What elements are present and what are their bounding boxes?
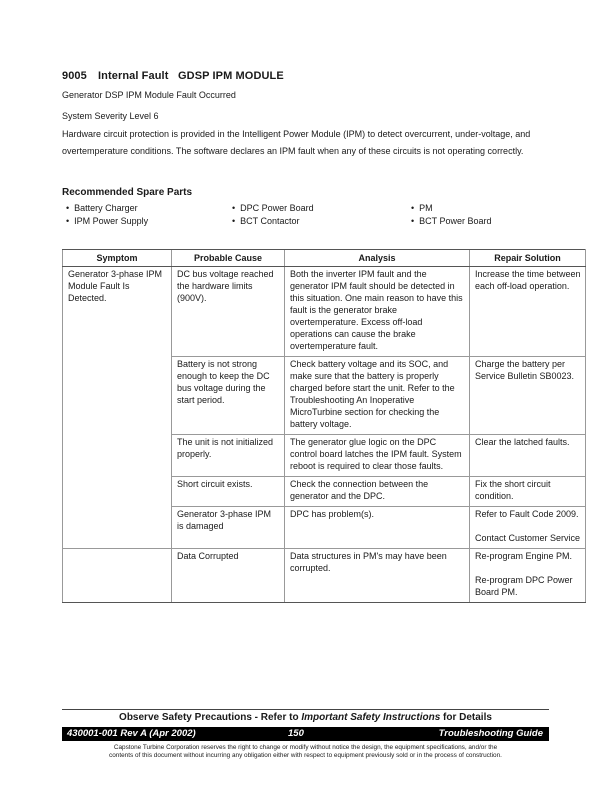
table-row bbox=[63, 267, 586, 357]
table-header-row bbox=[63, 250, 586, 267]
repair-step: Contact Customer Service bbox=[475, 533, 581, 543]
analysis-cell: Both the inverter IPM fault and the generator IPM fault should be detected in this situation. One main reason to have this fault is the generator brake overtemperature. Excess off-load operations can cause the brake overtemperature fault. bbox=[285, 267, 470, 357]
repair-step: Refer to Fault Code 2009. bbox=[475, 509, 579, 519]
cause-cell: DC bus voltage reached the hardware limits (900V). bbox=[172, 267, 285, 357]
spare-part-item: • PM bbox=[411, 202, 492, 215]
document-number: 430001-001 Rev A (Apr 2002) bbox=[67, 728, 196, 739]
repair-cell: Clear the latched faults. bbox=[470, 435, 586, 477]
spare-parts-column bbox=[411, 202, 492, 228]
fault-title bbox=[62, 70, 284, 82]
disclaimer-line: contents of this document without incurring any obligation either with respect to equipment previously sold or in the process of construction. bbox=[109, 752, 502, 759]
repair-cell: Increase the time between each off-load operation. bbox=[470, 267, 586, 357]
header-symptom: Symptom bbox=[63, 250, 172, 267]
cause-cell: Data Corrupted bbox=[172, 549, 285, 603]
cause-cell: The unit is not initialized properly. bbox=[172, 435, 285, 477]
cause-cell: Battery is not strong enough to keep the DC bus voltage during the start period. bbox=[172, 357, 285, 435]
fault-description: Hardware circuit protection is provided in the Intelligent Power Module (IPM) to detect overcurrent, under-voltage, and overtemperature conditions. The software declares an IPM fault when any of these circuits is not operating correctly. bbox=[62, 129, 531, 156]
repair-cell bbox=[470, 507, 586, 549]
spare-parts-column bbox=[66, 202, 148, 228]
spare-part-item: • BCT Power Board bbox=[411, 215, 492, 228]
header-analysis: Analysis bbox=[285, 250, 470, 267]
spare-parts-heading: Recommended Spare Parts bbox=[62, 187, 193, 198]
analysis-cell: DPC has problem(s). bbox=[285, 507, 470, 549]
footer-bar bbox=[62, 727, 549, 741]
repair-step: Re-program DPC Power Board PM. bbox=[475, 575, 573, 597]
repair-cell: Charge the battery per Service Bulletin SB0023. bbox=[470, 357, 586, 435]
repair-step: Re-program Engine PM. bbox=[475, 551, 573, 561]
symptom-cell: Generator 3-phase IPM Module Fault Is Detected. bbox=[63, 267, 172, 549]
severity-level: System Severity Level 6 bbox=[62, 111, 159, 121]
analysis-cell: Check battery voltage and its SOC, and make sure that the battery is properly charged before start the unit. Refer to the Troubleshooting An Inoperative MicroTurbine section for checking the battery voltage. bbox=[285, 357, 470, 435]
header-probable-cause: Probable Cause bbox=[172, 250, 285, 267]
analysis-cell: Check the connection between the generator and the DPC. bbox=[285, 477, 470, 507]
safety-suffix: for Details bbox=[440, 712, 492, 723]
repair-cell: Fix the short circuit condition. bbox=[470, 477, 586, 507]
analysis-cell: Data structures in PM's may have been corrupted. bbox=[285, 549, 470, 603]
guide-title: Troubleshooting Guide bbox=[438, 728, 543, 739]
cause-cell: Generator 3-phase IPM is damaged bbox=[172, 507, 285, 549]
spare-part-item: • DPC Power Board bbox=[232, 202, 314, 215]
disclaimer-line: Capstone Turbine Corporation reserves the right to change or modify without notice the design, the equipment specifications, and/or the bbox=[113, 744, 498, 751]
fault-name: Internal Fault bbox=[98, 70, 169, 82]
cause-cell: Short circuit exists. bbox=[172, 477, 285, 507]
safety-instructions-link: Important Safety Instructions bbox=[301, 712, 441, 723]
footer-divider bbox=[62, 709, 549, 710]
fault-subtitle: Generator DSP IPM Module Fault Occurred bbox=[62, 90, 236, 100]
fault-code: 9005 bbox=[62, 70, 87, 82]
spare-part-item: • BCT Contactor bbox=[232, 215, 314, 228]
safety-prefix: Observe Safety Precautions - Refer to bbox=[119, 712, 302, 723]
spare-part-item: • Battery Charger bbox=[66, 202, 148, 215]
symptom-cell-empty bbox=[63, 549, 172, 603]
spare-parts-column bbox=[232, 202, 314, 228]
troubleshooting-table bbox=[62, 249, 586, 603]
table-row bbox=[63, 549, 586, 603]
repair-cell bbox=[470, 549, 586, 603]
analysis-cell: The generator glue logic on the DPC control board latches the IPM fault. System reboot is required to clear those faults. bbox=[285, 435, 470, 477]
spare-part-item: • IPM Power Supply bbox=[66, 215, 148, 228]
safety-notice bbox=[62, 712, 549, 723]
header-repair-solution: Repair Solution bbox=[470, 250, 586, 267]
fault-module: GDSP IPM MODULE bbox=[178, 70, 284, 82]
page-number: 150 bbox=[288, 728, 304, 739]
disclaimer bbox=[62, 744, 549, 760]
